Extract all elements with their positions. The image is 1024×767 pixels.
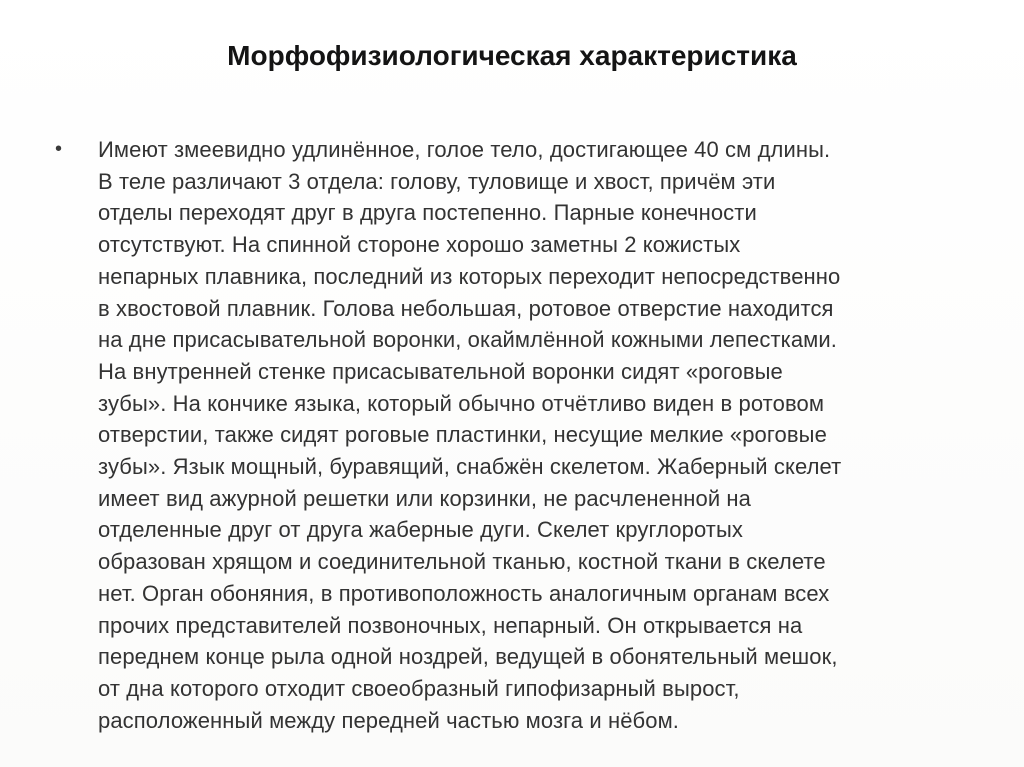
body-line: зубы». Язык мощный, буравящий, снабжён скелетом. Жаберный скелет — [98, 454, 842, 480]
body-line: непарных плавника, последний из которых переходит непосредственно — [98, 263, 841, 289]
body-line: в хвостовой плавник. Голова небольшая, ротовое отверстие находится — [98, 295, 834, 321]
slide-title: Морфофизиологическая характеристика — [227, 40, 797, 71]
body-line: отделенные друг от друга жаберные дуги. Скелет круглоротых — [98, 517, 743, 543]
body-line: на дне присасывательной воронки, окаймлённой кожными лепестками. — [98, 327, 837, 353]
body-line: отсутствуют. На спинной стороне хорошо заметны 2 кожистых — [98, 232, 741, 258]
body-line: Имеют змеевидно удлинённое, голое тело, достигающее 40 см длины. — [98, 137, 831, 162]
body-line: расположенный между передней частью мозга и нёбом. — [98, 707, 680, 733]
body-line: от дна которого отходит своеобразный гипофизарный вырост, — [98, 675, 740, 701]
body-line: имеет вид ажурной решетки или корзинки, не расчлененной на — [98, 485, 752, 511]
body-line: переднем конце рыла одной ноздрей, ведущей в обонятельный мешок, — [98, 644, 838, 670]
bullet-marker: • — [55, 138, 63, 160]
body-line: отверстии, также сидят роговые пластинки, несущие мелкие «роговые — [98, 422, 827, 448]
body-line: На внутренней стенке присасывательной воронки сидят «роговые — [98, 358, 783, 384]
body-line: отделы переходят друг в друга постепенно. Парные конечности — [98, 200, 757, 226]
body-paragraph — [98, 134, 998, 736]
body-line: нет. Орган обоняния, в противоположность аналогичным органам всех — [98, 580, 830, 606]
body-line: прочих представителей позвоночных, непарный. Он открывается на — [98, 612, 803, 638]
body-line: образован хрящом и соединительной тканью, костной ткани в скелете — [98, 549, 826, 575]
body-line: зубы». На кончике языка, который обычно отчётливо виден в ротовом — [98, 390, 825, 416]
body-line: В теле различают 3 отдела: голову, туловище и хвост, причём эти — [98, 168, 776, 194]
